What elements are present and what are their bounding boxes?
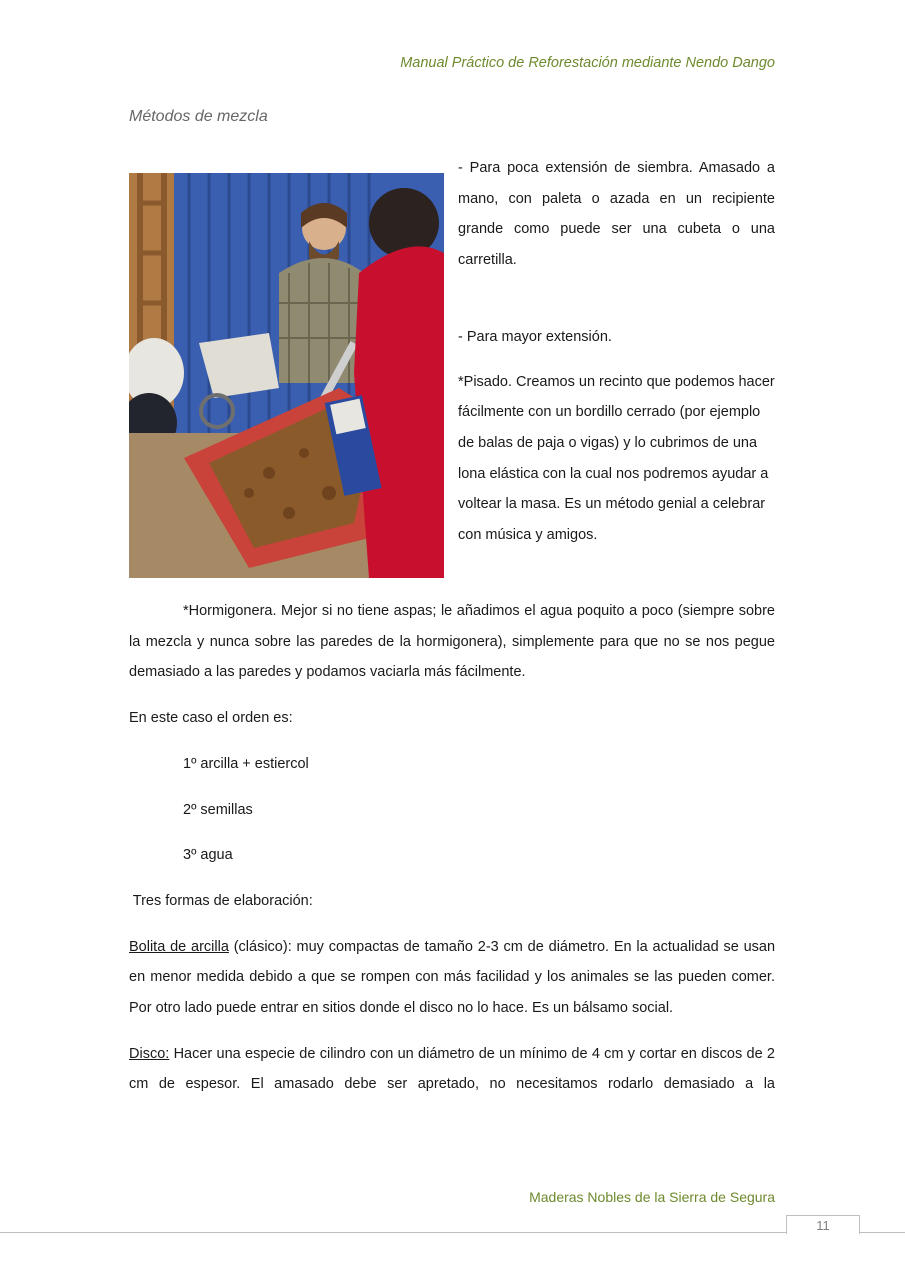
- side-text-column: [458, 153, 775, 551]
- bolita-description: (clásico): muy compactas de tamaño 2-3 cm de diámetro. En la actualidad se usan en menor medida debido a que se rompen con más facilidad y los animales se las pueden comer. Por otro lado puede entrar en sitios donde el disco no lo hace. Es un bálsamo social.: [129, 938, 776, 1017]
- paragraph-disco: [129, 1039, 775, 1100]
- disco-description: Hacer una especie de cilindro con un diámetro de un mínimo de 4 cm y cortar en discos de 2 cm de espesor. El amasado debe ser apretado, no necesitamos rodarlo demasiado a la: [129, 1045, 775, 1093]
- order-item-3: 3º agua: [183, 847, 233, 864]
- running-header: Manual Práctico de Reforestación mediante Nendo Dango: [400, 55, 775, 71]
- order-item-1: 1º arcilla + estiercol: [183, 755, 309, 772]
- spacer: [458, 276, 775, 322]
- paragraph-hormigonera: *Hormigonera. Mejor si no tiene aspas; le añadimos el agua poquito a poco (siempre sobre la mezcla y nunca sobre las paredes de la hormigonera), simplemente para que no se nos pegue demasiado a las paredes y podamos vaciarla más fácilmente.: [129, 603, 775, 681]
- section-title: Métodos de mezcla: [129, 108, 268, 125]
- order-intro: En este caso el orden es:: [129, 710, 293, 727]
- forms-intro: Tres formas de elaboración:: [129, 892, 313, 909]
- photo-illustration: [129, 173, 444, 578]
- paragraph-large-extension: - Para mayor extensión.: [458, 328, 612, 345]
- footer-rule: [0, 1232, 905, 1233]
- footer-text: Maderas Nobles de la Sierra de Segura: [529, 1189, 775, 1205]
- main-text-column: [129, 596, 775, 1100]
- term-disco: Disco:: [129, 1045, 170, 1062]
- paragraph-small-extension: - Para poca extensión de siembra. Amasado a mano, con paleta o azada en un recipiente grande como puede ser una cubeta o una carretilla.: [458, 160, 775, 269]
- term-bolita-de-arcilla: Bolita de arcilla: [129, 938, 229, 955]
- paragraph-bolita: [129, 932, 775, 1024]
- page-number: 11: [786, 1215, 860, 1234]
- order-item-2: 2º semillas: [183, 801, 253, 818]
- photo-two-people-mixing-clay-in-wheelbarrow: [129, 173, 444, 578]
- paragraph-pisado: *Pisado. Creamos un recinto que podemos hacer fácilmente con un bordillo cerrado (por ejemplo de balas de paja o vigas) y lo cubrimos de una lona elástica con la cual nos podremos ayudar a voltear la masa. Es un método genial a celebrar con música y amigos.: [458, 373, 775, 544]
